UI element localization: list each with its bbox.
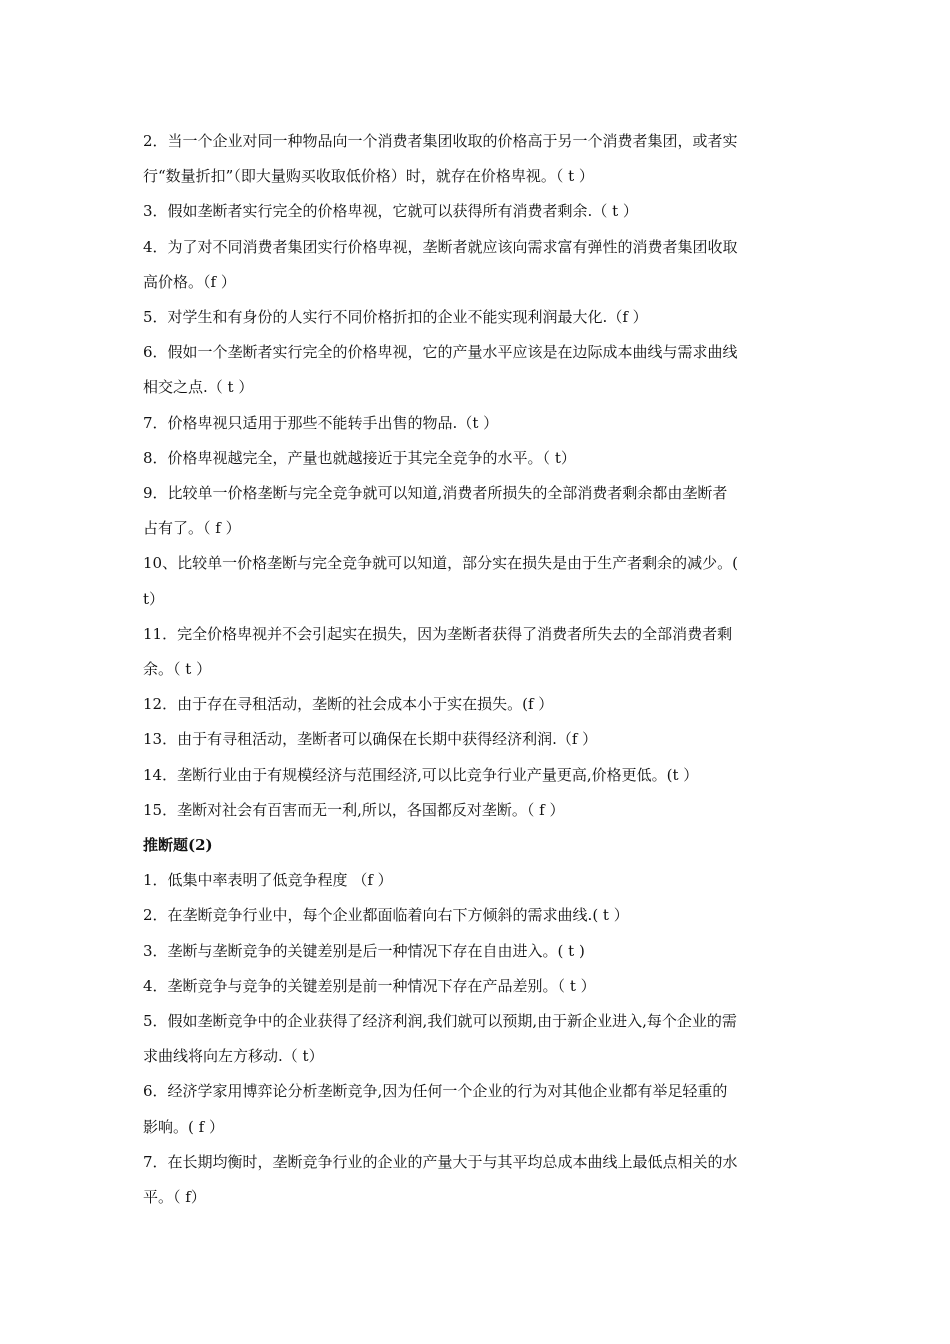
q9-line-2: 占有了。（ f ） <box>143 519 241 538</box>
s2-q7-line-2: 平。（ f） <box>143 1188 206 1207</box>
document-body <box>143 124 813 1215</box>
q8-line: 8．价格卑视越完全，产量也就越接近于其完全竞争的水平。（ t） <box>143 448 576 467</box>
q9-line-1: 9．比较单一价格垄断与完全竞争就可以知道,消费者所损失的全部消费者剩余都由垄断者 <box>143 484 728 503</box>
q13-line: 13．由于有寻租活动，垄断者可以确保在长期中获得经济利润.（f ） <box>143 730 598 749</box>
q4-line-2: 高价格。（f ） <box>143 272 236 291</box>
s2-q5-line-1: 5．假如垄断竞争中的企业获得了经济利润,我们就可以预期,由于新企业进入,每个企业的需 <box>143 1012 737 1031</box>
s2-q2-line: 2．在垄断竞争行业中，每个企业都面临着向右下方倾斜的需求曲线.( t ） <box>143 906 629 925</box>
s2-q1-line: 1．低集中率表明了低竞争程度 （f ） <box>143 871 393 890</box>
q2-line-1: 2．当一个企业对同一种物品向一个消费者集团收取的价格高于另一个消费者集团，或者实 <box>143 132 738 150</box>
s2-q7-line-1: 7．在长期均衡时，垄断竞争行业的企业的产量大于与其平均总成本曲线上最低点相关的水 <box>143 1152 738 1171</box>
s2-q5-line-2: 求曲线将向左方移动.（ t） <box>143 1047 324 1066</box>
q14-line: 14．垄断行业由于有规模经济与范围经济,可以比竞争行业产量更高,价格更低。(t ） <box>143 765 699 784</box>
s2-q6-line-2: 影响。( f ） <box>143 1117 224 1136</box>
q5-line: 5．对学生和有身份的人实行不同价格折扣的企业不能实现利润最大化.（f ） <box>143 308 648 327</box>
q10-line-2: t） <box>143 589 165 608</box>
q11-line-1: 11．完全价格卑视并不会引起实在损失，因为垄断者获得了消费者所失去的全部消费者剩 <box>143 624 733 643</box>
q12-line: 12．由于存在寻租活动，垄断的社会成本小于实在损失。(f ） <box>143 695 554 714</box>
q7-line: 7．价格卑视只适用于那些不能转手出售的物品.（t ） <box>143 413 499 432</box>
q15-line: 15．垄断对社会有百害而无一利,所以，各国都反对垄断。（ f ） <box>143 800 565 819</box>
s2-q4-line: 4．垄断竞争与竞争的关键差别是前一种情况下存在产品差别。（ t ） <box>143 976 596 995</box>
q11-line-2: 余。（ t ） <box>143 660 212 679</box>
q3-line: 3．假如垄断者实行完全的价格卑视，它就可以获得所有消费者剩余.（ t ） <box>143 202 638 221</box>
s2-q6-line-1: 6．经济学家用博弈论分析垄断竞争,因为任何一个企业的行为对其他企业都有举足轻重的 <box>143 1082 728 1101</box>
q10-line-1: 10、比较单一价格垄断与完全竞争就可以知道，部分实在损失是由于生产者剩余的减少。( <box>143 554 738 573</box>
q4-line-1: 4．为了对不同消费者集团实行价格卑视，垄断者就应该向需求富有弹性的消费者集团收取 <box>143 237 738 256</box>
q6-line-1: 6．假如一个垄断者实行完全的价格卑视，它的产量水平应该是在边际成本曲线与需求曲线 <box>143 343 738 362</box>
q2-line-2: 行“数量折扣”（即大量购买收取低价格）时，就存在价格卑视。（ t ） <box>143 167 594 186</box>
s2-q3-line: 3．垄断与垄断竞争的关键差别是后一种情况下存在自由进入。( t ) <box>143 941 585 960</box>
section-heading: 推断题(2) <box>143 836 213 855</box>
q6-line-2: 相交之点.（ t ） <box>143 378 254 397</box>
